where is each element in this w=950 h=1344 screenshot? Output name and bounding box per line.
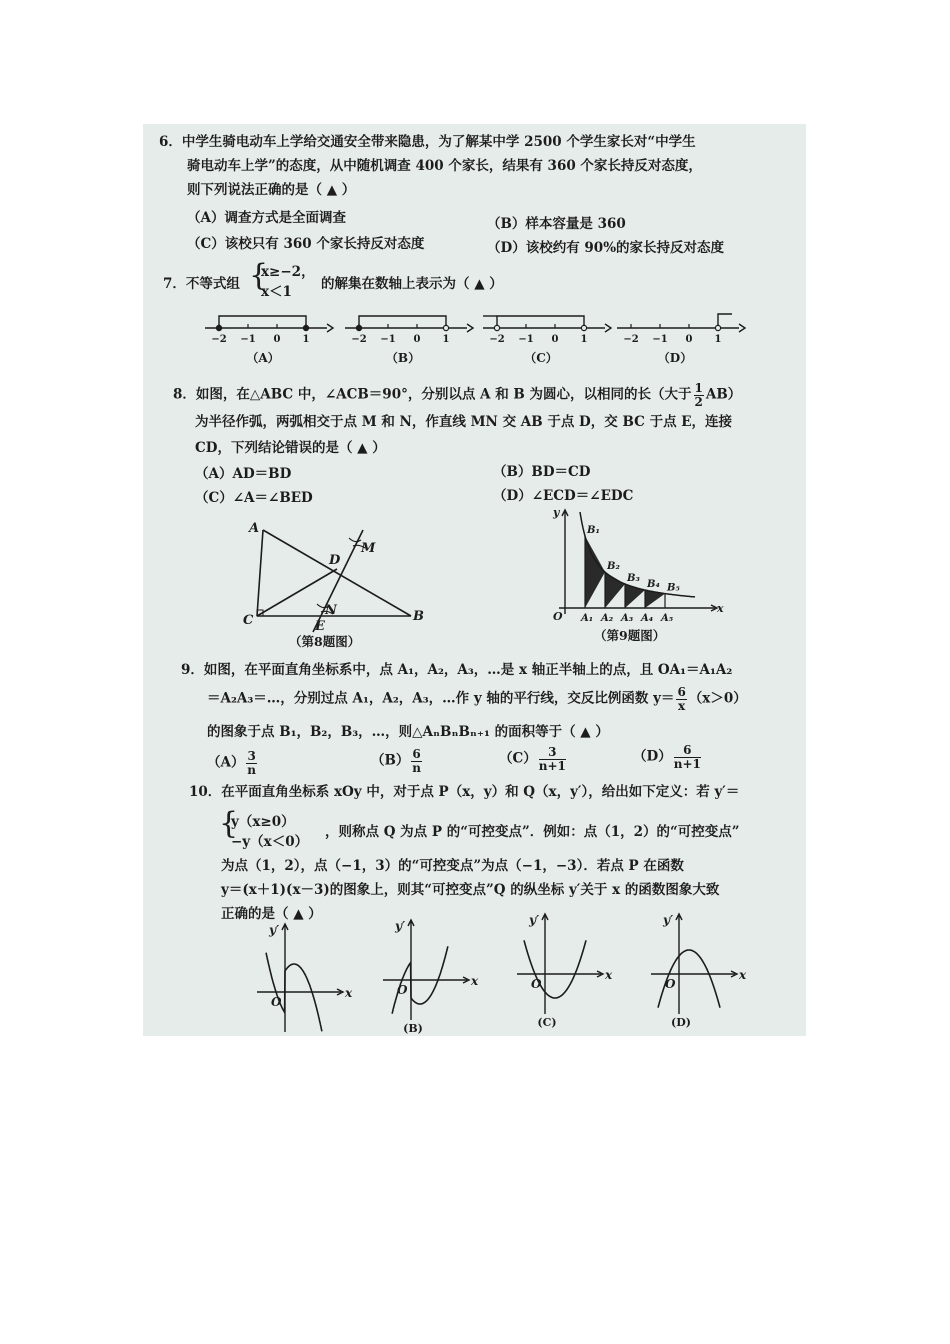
q6-option-b: （B）样本容量是 360 <box>487 216 626 232</box>
q9-option-d-num: 6 <box>674 744 701 758</box>
q10-y-label: y′ <box>395 919 406 933</box>
q8-line1-end: AB） <box>705 386 742 403</box>
q6-option-c: （C）该校只有 360 个家长持反对态度 <box>187 236 425 252</box>
q9-option-b-num: 6 <box>412 747 421 761</box>
q10-line3: 为点（1，2），点（−1，3）的“可控变点”为点（−1，−3）．若点 P 在函数 <box>221 858 684 874</box>
q8-frac-num: 1 <box>694 381 703 395</box>
q6-option-a: （A）调查方式是全面调查 <box>187 210 346 226</box>
q7-tick-label: −2 <box>351 334 367 345</box>
q9-a-label: A₃ <box>621 613 634 624</box>
q7-tick-label: 1 <box>580 334 588 345</box>
q7-option-label: （A） <box>246 351 280 365</box>
q8-option-c: （C）∠A＝∠BED <box>195 490 313 506</box>
q9-line1: 9．如图，在平面直角坐标系中，点 A₁，A₂，A₃，…是 x 轴正半轴上的点，且 OA₁＝A₁A₂ <box>181 662 733 678</box>
q8-label-n: N <box>325 603 337 618</box>
q8-label-e: E <box>315 619 325 634</box>
q7-prefix: 7．不等式组 <box>163 276 240 292</box>
q9-option-c-den: n+1 <box>538 758 566 773</box>
q8-option-b: （B）BD＝CD <box>493 464 591 480</box>
q9-y-label: y <box>553 506 560 519</box>
q10-graph-label: (C) <box>537 1016 557 1029</box>
q9-b-label: B₃ <box>627 573 640 584</box>
q9-option-a-num: 3 <box>247 749 256 763</box>
q6-option-d: （D）该校约有 90%的家长持反对态度 <box>487 240 725 256</box>
q7-tick-label: 1 <box>302 334 310 345</box>
q10-origin-label: O <box>665 977 676 991</box>
q7-tick-label: −2 <box>489 334 505 345</box>
q6-line1: 6．中学生骑电动车上学给交通安全带来隐患，为了解某中学 2500 个学生家长对“中学生 <box>159 134 696 150</box>
exam-photo <box>143 124 806 1036</box>
q10-graphs <box>143 124 806 1036</box>
q7-option-label: （B） <box>385 351 421 365</box>
q6-line2: 骑电动车上学”的态度，从中随机调查 400 个家长，结果有 360 个家长持反对态度， <box>187 158 702 174</box>
q10-graph-label: (D) <box>671 1016 691 1029</box>
q10-graph-label: (B) <box>403 1022 423 1035</box>
q9-b-label: B₂ <box>607 561 620 572</box>
q9-a-label: A₂ <box>601 613 614 624</box>
q9-a-label: A₁ <box>581 613 594 624</box>
q9-b-label: B₄ <box>647 579 660 590</box>
q7-tick-label: 0 <box>551 334 559 345</box>
q10-x-label: x <box>471 974 479 988</box>
q8-label-a: A <box>249 521 260 536</box>
q10-case-2: −y（x＜0） <box>231 834 309 850</box>
q9-origin-label: O <box>553 610 563 623</box>
q8-label-c: C <box>243 613 254 628</box>
q10-x-label: x <box>739 968 747 982</box>
q9-option-d-label: （D） <box>633 748 672 765</box>
q7-inequality-1: x≥−2， <box>261 264 315 280</box>
q9-b-label: B₅ <box>667 582 680 594</box>
q9-figure-caption: （第9题图） <box>594 628 666 643</box>
q7-option-label: （D） <box>657 351 693 365</box>
q10-line4: y＝(x＋1)(x－3)的图象上，则其“可控变点”Q 的纵坐标 y′关于 x 的函数图象大致 <box>221 882 720 898</box>
q7-tick-label: 0 <box>273 334 281 345</box>
q8-figure-caption: （第8题图） <box>289 634 361 649</box>
q9-option-a-label: （A） <box>207 754 245 771</box>
q9-b-label: B₁ <box>587 525 600 536</box>
q9-a-label: A₄ <box>641 613 654 624</box>
q7-brace: { <box>249 258 269 293</box>
q7-suffix: 的解集在数轴上表示为（ ▲ ） <box>321 276 503 292</box>
q7-tick-label: −1 <box>380 334 396 345</box>
q8-label-d: D <box>329 553 341 568</box>
q9-x-label: x <box>717 602 724 615</box>
q9-option-c-label: （C） <box>499 750 537 767</box>
q9-line2-end: （x＞0） <box>688 690 747 707</box>
q10-brace: { <box>219 806 239 841</box>
q8-line2: 为半径作弧，两弧相交于点 M 和 N，作直线 MN 交 AB 于点 D，交 BC 于点 E，连接 <box>195 414 733 430</box>
q7-tick-label: 1 <box>714 334 722 345</box>
q10-y-label: y′ <box>269 923 280 937</box>
q7-option-label: （C） <box>524 351 558 365</box>
q9-option-d-den: n+1 <box>673 756 701 771</box>
q8-option-d: （D）∠ECD＝∠EDC <box>493 488 634 504</box>
q10-origin-label: O <box>271 995 282 1009</box>
q10-line1: 10．在平面直角坐标系 xOy 中，对于点 P（x，y）和 Q（x，y′），给出如下定义：若 y′＝ <box>189 784 740 800</box>
q7-tick-label: 0 <box>413 334 421 345</box>
q10-origin-label: O <box>531 977 542 991</box>
q8-label-m: M <box>361 541 376 556</box>
q9-line3: 的图象于点 B₁，B₂，B₃，…，则△AₙBₙBₙ₊₁ 的面积等于（ ▲ ） <box>207 724 609 740</box>
q7-inequality-2: x＜1 <box>261 284 292 300</box>
q10-x-label: x <box>345 986 353 1000</box>
q10-line5: 正确的是（ ▲ ） <box>221 906 322 922</box>
q7-tick-label: −2 <box>211 334 227 345</box>
q10-y-label: y′ <box>529 913 540 927</box>
q10-case-1: y（x≥0） <box>231 814 295 830</box>
q9-option-c-num: 3 <box>539 746 566 760</box>
q7-tick-label: −2 <box>623 334 639 345</box>
q9-func-den: x <box>678 698 686 713</box>
q9-option-b-den: n <box>412 760 421 775</box>
q10-line2-tail: ，则称点 Q 为点 P 的“可控变点”．例如：点（1，2）的“可控变点” <box>325 824 740 840</box>
q7-tick-label: 0 <box>685 334 693 345</box>
q9-line2-text: ＝A₂A₃＝…，分别过点 A₁，A₂，A₃，…作 y 轴的平行线，交反比例函数 y＝ <box>207 690 675 707</box>
q9-func-num: 6 <box>677 685 686 699</box>
q6-line3: 则下列说法正确的是（ ▲ ） <box>187 182 356 198</box>
q9-option-a-den: n <box>247 762 257 777</box>
q8-option-a: （A）AD＝BD <box>195 466 292 482</box>
q7-tick-label: 1 <box>442 334 450 345</box>
q8-line3: CD，下列结论错误的是（ ▲ ） <box>195 440 386 456</box>
q10-y-label: y′ <box>663 913 674 927</box>
q8-label-b: B <box>413 609 424 624</box>
q9-option-b-label: （B） <box>371 752 410 769</box>
q7-tick-label: −1 <box>240 334 256 345</box>
q10-x-label: x <box>605 968 613 982</box>
q7-tick-label: −1 <box>518 334 534 345</box>
q8-frac-den: 2 <box>694 394 703 409</box>
q8-line1-text: 8．如图，在△ABC 中，∠ACB＝90°，分别以点 A 和 B 为圆心，以相同的长（大于 <box>173 386 692 403</box>
q7-tick-label: −1 <box>652 334 668 345</box>
q10-origin-label: O <box>397 983 408 997</box>
q9-a-label: A₅ <box>661 613 674 624</box>
